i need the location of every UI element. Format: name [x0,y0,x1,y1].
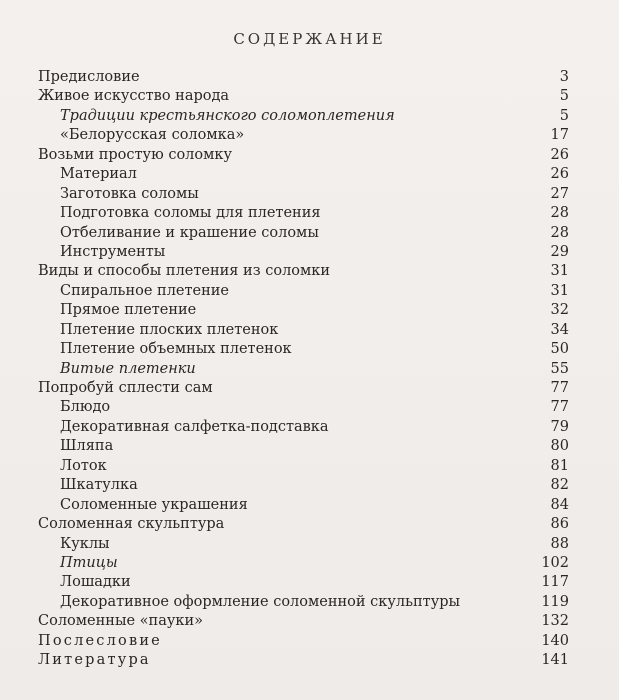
toc-entry-title: Заготовка соломы [60,185,199,202]
toc-entry-page-number: 17 [550,127,569,144]
toc-entry-page-number: 5 [559,107,569,124]
toc-entry-page-number: 80 [550,438,569,455]
toc-entry-title: Шляпа [60,438,114,455]
toc-entry-page-number: 82 [550,477,569,494]
toc-entry-title: Подготовка соломы для плетения [60,205,321,222]
toc-entry-title: Предисловие [38,69,140,85]
toc-entry [38,632,569,651]
toc-entry-title: Шкатулка [60,477,138,494]
toc-entry [38,418,569,437]
toc-entry [38,573,569,592]
toc-entry-page-number: 26 [550,166,569,183]
toc-entry-title: Декоративное оформление соломенной скульптуры [60,593,461,610]
toc-entry-title: Соломенная скульптура [38,516,225,533]
toc-entry-page-number: 77 [550,399,569,416]
toc-entry [38,165,569,184]
toc-entry-page-number: 81 [550,457,569,474]
toc-entry-page-number: 31 [550,282,569,299]
toc-entry-title: Прямое плетение [60,302,197,319]
toc-entry [38,535,569,554]
toc-entry-page-number: 119 [541,593,569,610]
toc-entry-page-number: 79 [550,418,569,435]
toc-entry [38,282,569,301]
toc-entry-title: Лоток [60,457,107,474]
toc-entry [38,224,569,243]
toc-entry [38,612,569,631]
toc-entry [38,126,569,145]
toc-entry-title: Возьми простую соломку [38,146,232,163]
toc-entry-title: Декоративная салфетка-подставка [60,418,329,435]
toc-entry [38,68,569,87]
toc-entry-title: Куклы [60,535,110,552]
toc-entry-page-number: 55 [550,360,569,377]
toc-entry [38,87,569,106]
toc-entry-title: Отбеливание и крашение соломы [60,224,319,241]
toc-entry [38,496,569,515]
toc-entry-title: Блюдо [60,399,111,416]
toc-entry [38,515,569,534]
toc-entry-page-number: 28 [550,224,569,241]
toc-entry-page-number: 3 [559,69,569,85]
toc-entry [38,185,569,204]
toc-entry [38,593,569,612]
toc-entry-title: Виды и способы плетения из соломки [38,263,331,280]
toc-entry [38,321,569,340]
toc-entry-page-number: 32 [550,302,569,319]
toc-entry-title: «Белорусская соломка» [60,127,245,144]
toc-entry-page-number: 29 [550,243,569,260]
toc-entry-title: Инструменты [60,243,166,260]
toc-entry-page-number: 141 [541,652,569,669]
toc-entry [38,457,569,476]
toc-entry-page-number: 28 [550,205,569,222]
toc-entry-page-number: 34 [550,321,569,338]
toc-entry-title: Материал [60,166,137,183]
toc-entry-page-number: 132 [541,613,569,630]
toc-entry [38,243,569,262]
toc-entry-title: Соломенные «пауки» [38,613,203,630]
toc-entry-page-number: 84 [550,496,569,513]
toc-entry-page-number: 88 [550,535,569,552]
toc-entry-title: Традиции крестьянского соломоплетения [60,107,395,124]
toc-entry-page-number: 5 [559,88,569,105]
toc-entry-page-number: 27 [550,185,569,202]
toc-entry-page-number: 117 [541,574,569,591]
toc-entry-page-number: 50 [550,341,569,358]
toc-entry-title: Плетение объемных плетенок [60,341,292,358]
toc-entry-title: Спиральное плетение [60,282,230,299]
toc-entry [38,340,569,359]
toc-entry-title: Витые плетенки [60,360,196,377]
toc-entry-page-number: 140 [541,632,569,649]
toc-entry [38,398,569,417]
toc-entry [38,476,569,495]
toc-entry [38,360,569,379]
toc-entry-page-number: 77 [550,380,569,396]
toc-entry-title: Попробуй сплести сам [38,380,213,396]
toc-entry-title: Послесловие [38,632,162,649]
toc-entry [38,301,569,320]
toc-entry-title: Плетение плоских плетенок [60,321,279,338]
toc-entry-title: Живое искусство народа [38,88,230,105]
toc-entry [38,262,569,281]
toc-entry [38,146,569,165]
toc-entry-title: Литература [38,652,151,669]
toc-entry-page-number: 26 [550,146,569,163]
toc-entry [38,107,569,126]
page-title: СОДЕРЖАНИЕ [233,30,386,48]
toc-entry-page-number: 31 [550,263,569,280]
toc-entry [38,437,569,456]
toc-entry-title: Лошадки [60,574,131,591]
toc-entry [38,204,569,223]
toc-entry [38,554,569,573]
toc-entry-page-number: 86 [550,516,569,533]
toc-entry-title: Птицы [60,554,118,571]
toc-entry [38,379,569,398]
toc-entry-title: Соломенные украшения [60,496,248,513]
toc-entry [38,651,569,670]
table-of-contents [38,68,569,671]
toc-entry-page-number: 102 [541,554,569,571]
